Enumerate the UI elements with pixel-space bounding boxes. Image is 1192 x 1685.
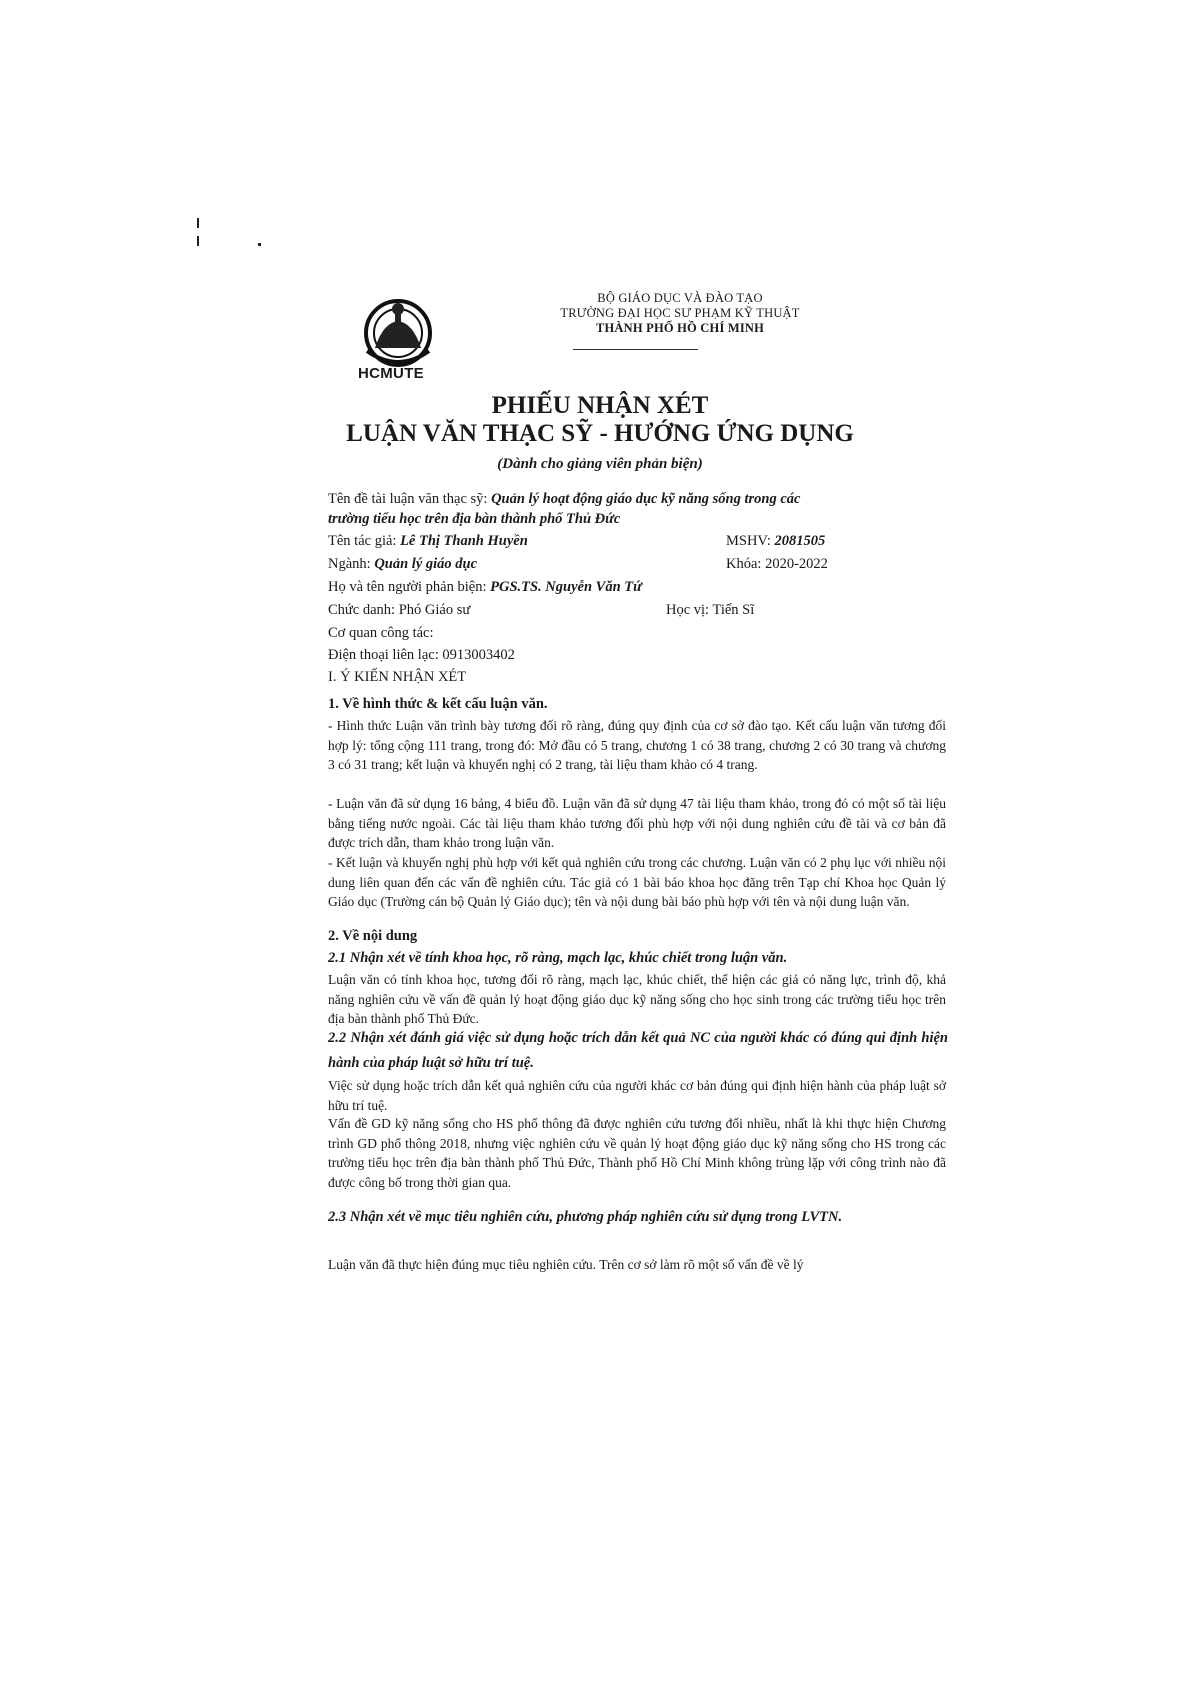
paragraph-form-2: - Luận văn đã sử dụng 16 bảng, 4 biểu đồ. Luận văn đã sử dụng 47 tài liệu tham khảo, trong đó có một số tài liệu bằng tiếng nước ngoài. Các tài liệu tham khảo tương đối phù hợp với nội dung nghiên cứu đề tài và cơ bản đã được trích dẫn, tham khảo trong luận văn. bbox=[328, 796, 946, 850]
author-name: Lê Thị Thanh Huyền bbox=[400, 533, 528, 549]
position-row bbox=[328, 601, 470, 619]
major-row bbox=[328, 555, 477, 573]
mshv-value: 2081505 bbox=[774, 533, 826, 549]
form-subtitle: (Dành cho giảng viên phản biện) bbox=[497, 456, 703, 472]
paragraph-content-1: Luận văn có tính khoa học, tương đối rõ ràng, mạch lạc, khúc chiết, thể hiện các giả có năng lực, trình độ, khả năng nghiên cứu về vấn đề quản lý hoạt động giáo dục kỹ năng sống cho học sinh trong các trường tiểu học trên địa bàn thành phố Thủ Đức. bbox=[328, 972, 946, 1026]
position-value: Phó Giáo sư bbox=[398, 602, 471, 618]
mshv-row bbox=[726, 532, 825, 550]
section-2-1-heading: 2.1 Nhận xét về tính khoa học, rõ ràng, mạch lạc, khúc chiết trong luận văn. bbox=[328, 950, 788, 966]
reviewer-name: PGS.TS. Nguyễn Văn Tứ bbox=[490, 579, 642, 595]
position-label: Chức danh: bbox=[328, 602, 396, 618]
thesis-title-a: Quản lý hoạt động giáo dục kỹ năng sống trong các bbox=[491, 491, 801, 507]
section-2-2-heading: 2.2 Nhận xét đánh giá việc sử dụng hoặc trích dẫn kết quả NC của người khác có đúng qui định hiện hành của pháp luật sở hữu trí tuệ. bbox=[328, 1030, 948, 1071]
thesis-label: Tên đề tài luận văn thạc sỹ: bbox=[328, 491, 488, 507]
paragraph-content-4: Luận văn đã thực hiện đúng mục tiêu nghiên cứu. Trên cơ sở làm rõ một số vấn đề về lý bbox=[328, 1257, 804, 1272]
phone-row bbox=[328, 646, 515, 664]
section-2-heading: 2. Về nội dung bbox=[328, 928, 418, 944]
cohort-row bbox=[726, 555, 828, 573]
cohort-value: 2020-2022 bbox=[765, 556, 828, 572]
scan-mark bbox=[197, 218, 199, 228]
author-label: Tên tác giả: bbox=[328, 533, 397, 549]
cohort-label: Khóa: bbox=[726, 556, 762, 572]
paragraph-content-2: Việc sử dụng hoặc trích dẫn kết quả nghiên cứu của người khác cơ bản đúng qui định hiện hành của pháp luật sở hữu trí tuệ. bbox=[328, 1078, 946, 1113]
phone-label: Điện thoại liên lạc: bbox=[328, 647, 439, 663]
form-title: PHIẾU NHẬN XÉT bbox=[491, 392, 709, 419]
university-name-line2: THÀNH PHỐ HỒ CHÍ MINH bbox=[595, 321, 765, 335]
degree-row bbox=[666, 601, 754, 619]
section-2-3-heading: 2.3 Nhận xét về mục tiêu nghiên cứu, phương pháp nghiên cứu sử dụng trong LVTN. bbox=[328, 1209, 843, 1225]
paragraph-content-3: Vấn đề GD kỹ năng sống cho HS phổ thông đã được nghiên cứu tương đối nhiều, nhất là khi thực hiện Chương trình GD phổ thông 2018, nhưng việc nghiên cứu về quản lý hoạt động giáo dục kỹ năng sống cho HS trong các trường tiểu học trên địa bàn thành phố Thủ Đức, Thành phố Hồ Chí Minh không trùng lặp với công trình nào đã được công bố trong thời gian qua. bbox=[328, 1116, 946, 1190]
scan-mark bbox=[258, 243, 261, 246]
paragraph-form-1: - Hình thức Luận văn trình bày tương đối rõ ràng, đúng quy định của cơ sở đào tạo. Kết cấu luận văn tương đối hợp lý: tổng cộng 111 trang, trong đó: Mở đầu có 5 trang, chương 1 có 38 trang, chương 2 có 30 trang và chương 3 có 31 trang; kết luận và khuyến nghị có 2 trang, tài liệu tham khảo có 4 trang. bbox=[328, 718, 946, 772]
logo-text: HCMUTE bbox=[358, 365, 424, 382]
org-label: Cơ quan công tác: bbox=[328, 625, 434, 641]
university-name-line1: TRƯỜNG ĐẠI HỌC SƯ PHẠM KỸ THUẬT bbox=[560, 306, 800, 320]
ministry-name: BỘ GIÁO DỤC VÀ ĐÀO TẠO bbox=[597, 291, 763, 305]
reviewer-label: Họ và tên người phản biện: bbox=[328, 579, 487, 595]
institution-header bbox=[500, 291, 860, 336]
scan-mark bbox=[197, 236, 199, 246]
major-label: Ngành: bbox=[328, 556, 371, 572]
degree-value: Tiến Sĩ bbox=[712, 602, 755, 618]
mshv-label: MSHV: bbox=[726, 533, 771, 549]
major-value: Quản lý giáo dục bbox=[374, 556, 478, 572]
thesis-title-row bbox=[328, 490, 800, 508]
form-title-thesis-type: LUẬN VĂN THẠC SỸ - HƯỚNG ỨNG DỤNG bbox=[346, 420, 854, 447]
degree-label: Học vị: bbox=[666, 602, 710, 618]
header-underline bbox=[573, 349, 698, 350]
section-1-heading: I. Ý KIẾN NHẬN XÉT bbox=[328, 669, 467, 685]
author-row bbox=[328, 532, 528, 550]
org-row bbox=[328, 624, 434, 642]
paragraph-form-3: - Kết luận và khuyến nghị phù hợp với kết quả nghiên cứu trong các chương. Luận văn có 2 phụ lục với nhiều nội dung liên quan đến các vấn đề nghiên cứu. Tác giả có 1 bài báo khoa học đăng trên Tạp chí Khoa học Quản lý Giáo dục (Trường cán bộ Quản lý Giáo dục); tên và nội dung bài báo phù hợp với tên và nội dung luận văn. bbox=[328, 855, 946, 909]
phone-value: 0913003402 bbox=[442, 647, 515, 663]
reviewer-row bbox=[328, 578, 642, 596]
thesis-title-b: trường tiểu học trên địa bàn thành phố Thủ Đức bbox=[328, 511, 621, 527]
section-1-1-heading: 1. Về hình thức & kết cấu luận văn. bbox=[328, 696, 548, 712]
